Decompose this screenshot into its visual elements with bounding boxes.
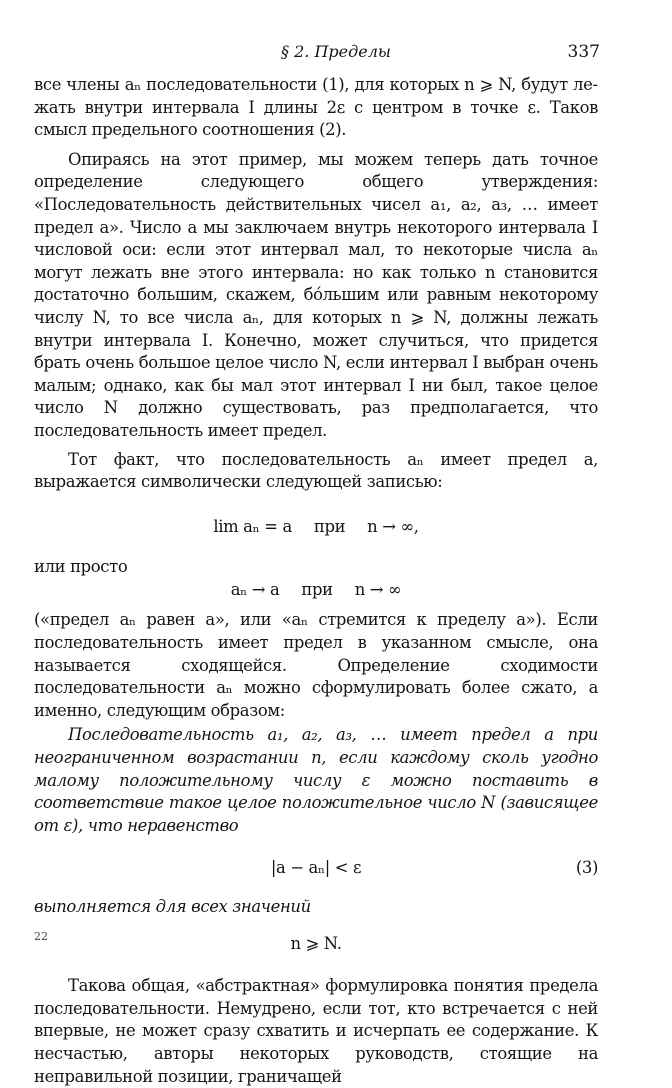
page-header	[0, 40, 672, 64]
formula-limit	[34, 516, 598, 539]
formula-tends	[34, 579, 598, 602]
equation-number: (3)	[575, 858, 598, 878]
paragraph-1: все члены aₙ последовательности (1), для которых n ⩾ N, будут лежать внутри интервала I длины 2ε с центром в точке ε. Таков смысл предельного соотношения (2).	[34, 75, 598, 140]
formula-limit-left: lim aₙ = a	[213, 516, 292, 536]
formula-limit-right: n → ∞,	[367, 516, 419, 536]
formula-tends-left: aₙ → a	[230, 579, 280, 599]
formula-tends-right: n → ∞	[354, 579, 402, 599]
section-title: § 2. Пределы	[281, 42, 391, 61]
formula-limit-mid: при	[313, 516, 346, 536]
page-number: 337	[567, 42, 600, 62]
formula-tends-mid: при	[301, 579, 333, 599]
body-text	[34, 74, 598, 1088]
paragraph-5: («предел aₙ равен a», или «aₙ стремится к пределу a»). Если последовательность имеет предел в указанном смысле, она называется сходящейся. Определение сходимости последовательности aₙ можно сформулировать более сжато, а именно, следующим образом:	[34, 610, 598, 720]
paragraph-2: Опираясь на этот пример, мы можем теперь дать точное определение следующего общего утверждения: «Последовательность действительных чисел a₁, a₂, a₃, … имеет предел a». Число a мы заключаем внутрь некоторого интервала I числовой оси: если этот интервал мал, то некоторые числа aₙ могут лежать вне этого интервала: но как только n становится достаточно большим, скажем, бо́льшим или равным некоторому числу N, то все числа aₙ, для которых n ⩾ N, должны лежать внутри интервала I. Конечно, может случиться, что придется брать очень большое целое число N, если интервал I выбран очень малым; однако, как бы мал этот интервал I ни был, такое целое число N должно существовать, раз предполагается, что последовательность имеет предел.	[34, 149, 598, 440]
formula-inequality	[34, 857, 598, 880]
paragraph-8: Такова общая, «абстрактная» формулировка понятия предела последовательности. Немудрено, если тот, кто встречается с ней впервые, не может сразу схватить и исчерпать ее содержание. К несчастью, авторы некоторых руководств, стоящие на неправильной позиции, граничащей	[34, 976, 598, 1086]
formula-n-geq-N-expr: n ⩾ N.	[290, 933, 342, 953]
definition-paragraph: Последовательность a₁, a₂, a₃, … имеет предел a при неограниченном возрастании n, если каждому сколь угодно малому положительному числу ε можно поставить в соответствие такое целое положительное число N (зависящее от ε), что неравенство	[34, 725, 598, 835]
paragraph-4: или просто	[34, 557, 128, 577]
paragraph-7: выполняется для всех значений	[34, 897, 311, 916]
paragraph-3: Тот факт, что последовательность aₙ имеет предел a, выражается символически следующей записью:	[34, 449, 598, 492]
formula-n-geq-N	[34, 933, 598, 956]
formula-inequality-expr: |a − aₙ| < ε	[270, 858, 362, 878]
footer-signature-mark: 22	[34, 930, 48, 943]
